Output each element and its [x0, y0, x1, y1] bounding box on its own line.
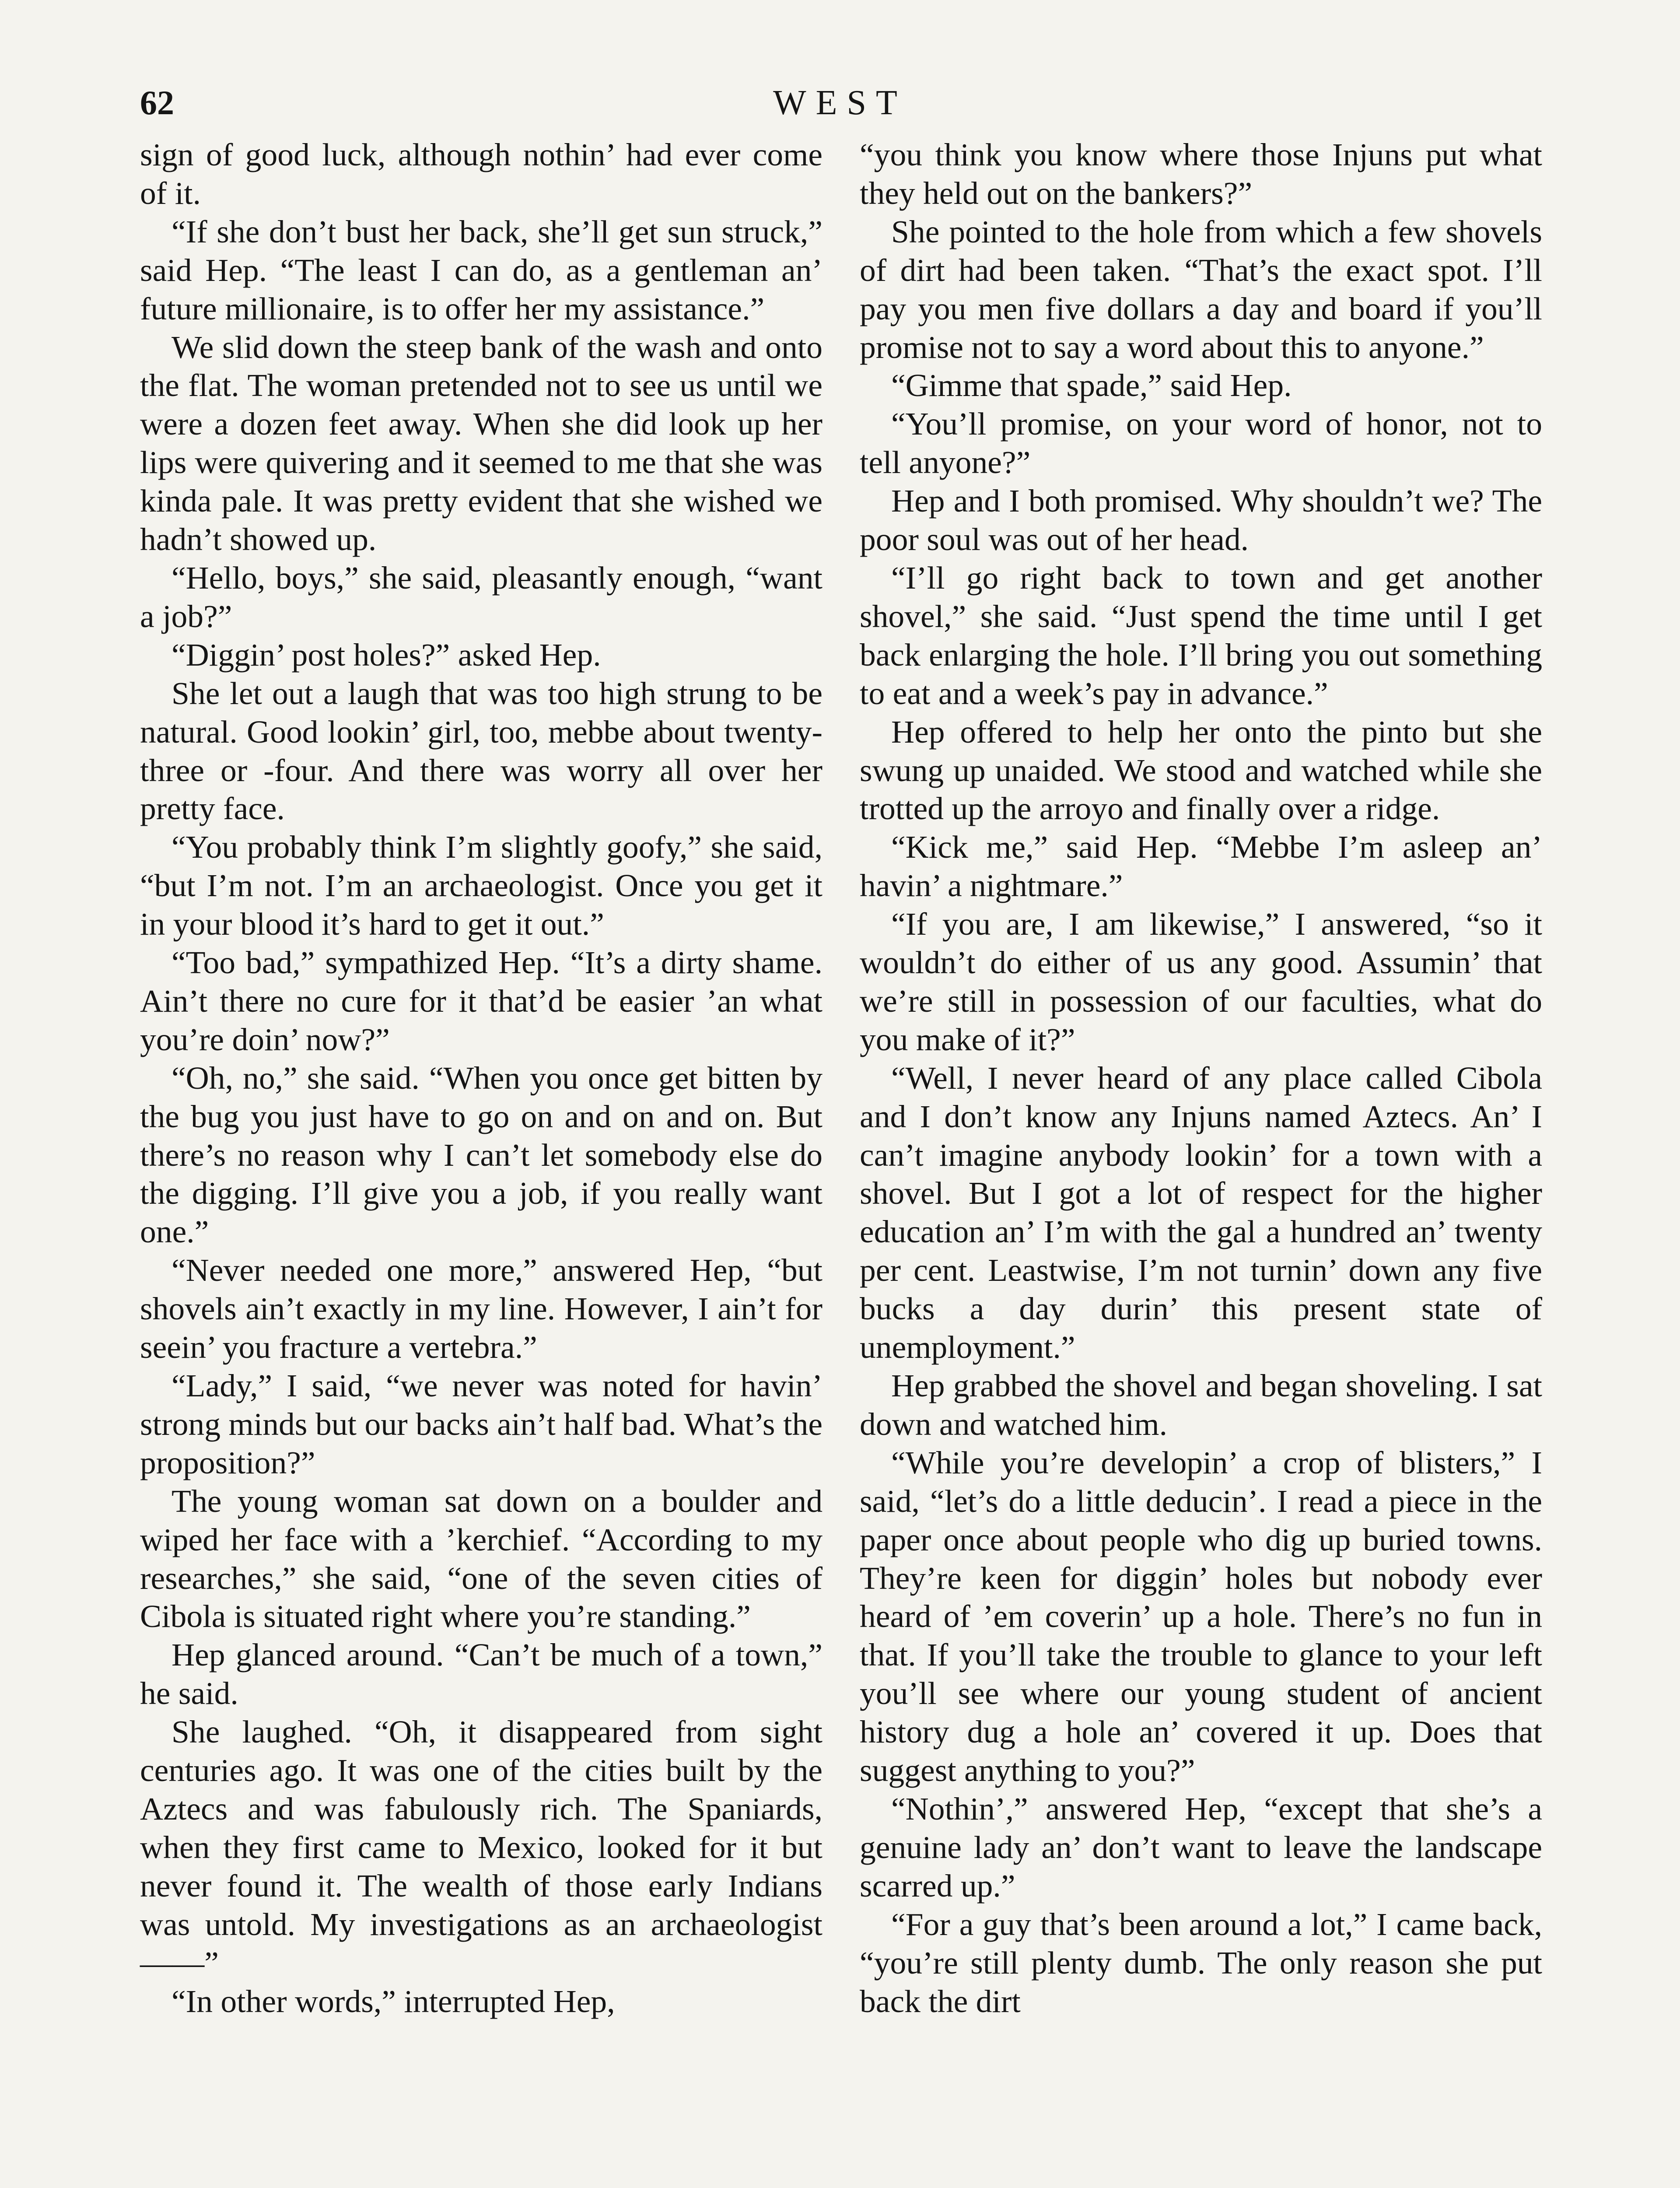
paragraph: Hep glanced around. “Can’t be much of a town,” he said.: [140, 1637, 822, 1711]
paragraph: “Well, I never heard of any place called Cibola and I don’t know any Injuns named Aztecs. An’ I can’t imagine anybody lookin’ for a town with a shovel. But I got a lot of respect for the higher education an’ I’m with the gal a hundred an’ twenty per cent. Leastwise, I’m not turnin’ down any five bucks a day durin’ this present state of unemployment.”: [860, 1059, 1542, 1365]
paragraph: “you think you know where those Injuns put what they held out on the bankers?”: [860, 137, 1542, 211]
paragraph: She pointed to the hole from which a few shovels of dirt had been taken. “That’s the exact spot. I’ll pay you men five dollars a day and board if you’ll promise not to say a word about this to anyone.”: [860, 213, 1542, 365]
paragraph: “I’ll go right back to town and get another shovel,” she said. “Just spend the time until I get back enlarging the hole. I’ll bring you out something to eat and a week’s pay in advance.”: [860, 559, 1542, 711]
paragraph: “Diggin’ post holes?” asked Hep.: [172, 636, 601, 673]
paragraph: “If she don’t bust her back, she’ll get sun struck,” said Hep. “The least I can do, as a gentleman an’ future millionaire, is to offer her my assistance.”: [140, 213, 822, 326]
running-head-title: WEST: [773, 84, 907, 122]
paragraph: “Never needed one more,” answered Hep, “but shovels ain’t exactly in my line. However, I ain’t for seein’ you fracture a vertebra.”: [140, 1252, 822, 1365]
paragraph: “In other words,” interrupted Hep,: [172, 1983, 615, 2019]
paragraph: We slid down the steep bank of the wash and onto the flat. The woman pretended not to see us until we were a dozen feet away. When she did look up her lips were quivering and it seemed to me that she was kinda pale. It was pretty evident that she wished we hadn’t showed up.: [140, 329, 822, 558]
paragraph: “You probably think I’m slightly goofy,” she said, “but I’m not. I’m an archaeologist. Once you get it in your blood it’s hard to get it out.”: [140, 829, 822, 942]
paragraph: “Lady,” I said, “we never was noted for havin’ strong minds but our backs ain’t half bad. What’s the proposition?”: [140, 1368, 822, 1480]
paragraph: “While you’re developin’ a crop of blisters,” I said, “let’s do a little deducin’. I read a piece in the paper once about people who dig up buried towns. They’re keen for diggin’ holes but nobody ever heard of ’em coverin’ up a hole. There’s no fun in that. If you’ll take the trouble to glance to your left you’ll see where our young student of ancient history dug a hole an’ covered it up. Does that suggest anything to you?”: [860, 1444, 1542, 1788]
paragraph: She let out a laugh that was too high strung to be natural. Good lookin’ girl, too, mebbe about twenty-three or -four. And there was worry all over her pretty face.: [140, 675, 822, 827]
paragraph: “Nothin’,” answered Hep, “except that she’s a genuine lady an’ don’t want to leave the landscape scarred up.”: [860, 1790, 1542, 1904]
paragraph: “For a guy that’s been around a lot,” I came back, “you’re still plenty dumb. The only reason she put back the dirt: [860, 1906, 1542, 2019]
right-column: [860, 136, 1542, 2020]
paragraph: She laughed. “Oh, it disappeared from sight centuries ago. It was one of the cities built by the Aztecs and was fabulously rich. The Spaniards, when they first came to Mexico, looked for it but never found it. The wealth of those early Indians was untold. My investigations as an archaeologist——”: [140, 1714, 822, 1981]
paragraph: The young woman sat down on a boulder and wiped her face with a ’kerchief. “According to my researches,” she said, “one of the seven cities of Cibola is situated right where you’re standing.”: [140, 1483, 822, 1634]
page-number: 62: [140, 84, 174, 122]
paragraph: Hep and I both promised. Why shouldn’t we? The poor soul was out of her head.: [860, 483, 1542, 558]
paragraph: “Hello, boys,” she said, pleasantly enough, “want a job?”: [140, 559, 822, 634]
paragraph: sign of good luck, although nothin’ had ever come of it.: [140, 137, 822, 211]
paragraph: “Oh, no,” she said. “When you once get bitten by the bug you just have to go on and on and on. But there’s no reason why I can’t let somebody else do the digging. I’ll give you a job, if you really want one.”: [140, 1059, 822, 1250]
left-column: [140, 136, 822, 2020]
page-header: [140, 83, 1540, 140]
paragraph: Hep grabbed the shovel and began shoveling. I sat down and watched him.: [860, 1368, 1542, 1442]
paragraph: “Too bad,” sympathized Hep. “It’s a dirty shame. Ain’t there no cure for it that’d be easier ’an what you’re doin’ now?”: [140, 944, 822, 1057]
paragraph: “You’ll promise, on your word of honor, not to tell anyone?”: [860, 406, 1542, 480]
paragraph: “If you are, I am likewise,” I answered, “so it wouldn’t do either of us any good. Assumin’ that we’re still in possession of our faculties, what do you make of it?”: [860, 906, 1542, 1057]
paragraph: “Gimme that spade,” said Hep.: [891, 367, 1292, 403]
paragraph: Hep offered to help her onto the pinto but she swung up unaided. We stood and watched while she trotted up the arroyo and finally over a ridge.: [860, 713, 1542, 827]
paragraph: “Kick me,” said Hep. “Mebbe I’m asleep an’ havin’ a nightmare.”: [860, 829, 1542, 904]
